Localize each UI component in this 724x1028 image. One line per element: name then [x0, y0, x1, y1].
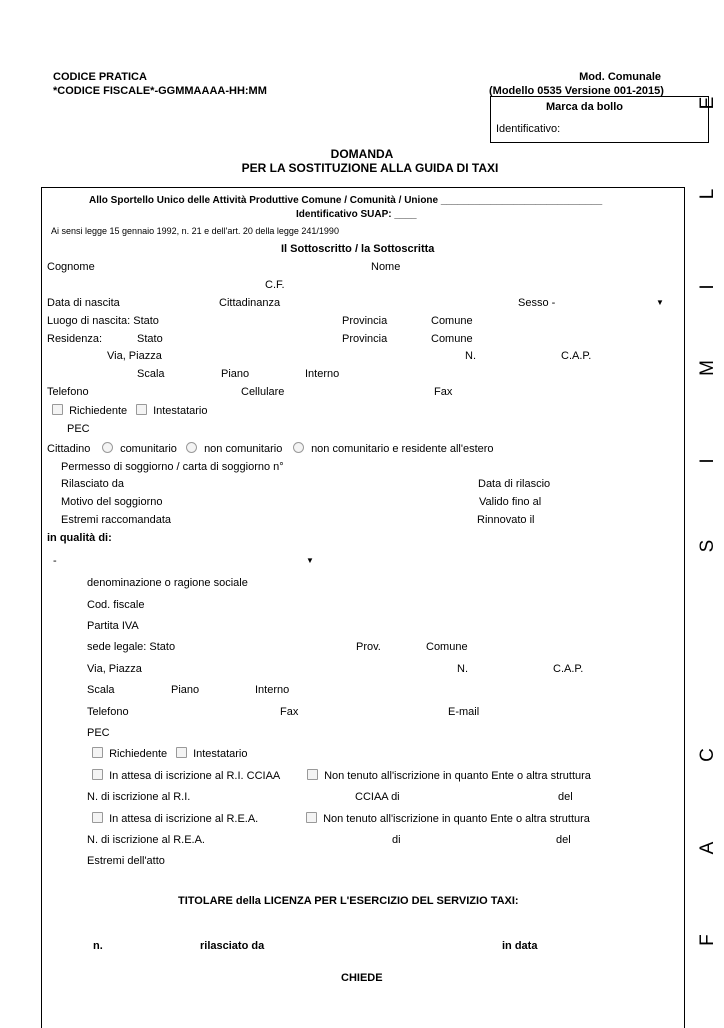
cognome-label: Cognome	[47, 261, 95, 273]
cf-label: C.F.	[265, 279, 285, 291]
non-comunitario-label: non comunitario	[204, 443, 283, 455]
non-tenuto-ri-checkbox[interactable]	[307, 769, 318, 780]
qualita-dropdown-icon[interactable]: ▼	[306, 556, 314, 565]
motivo-soggiorno-label: Motivo del soggiorno	[61, 496, 163, 508]
sesso-value: Sesso -	[518, 297, 556, 309]
comune-nascita-label: Comune	[431, 315, 473, 327]
stato-label: Stato	[137, 333, 163, 345]
side-letter: M	[697, 360, 718, 376]
identificativo-suap: Identificativo SUAP: ____	[296, 209, 417, 220]
pec-sede-label: PEC	[87, 727, 110, 739]
sportello-line: Allo Sportello Unico delle Attività Produttive Comune / Comunità / Unione _____________________________	[89, 195, 603, 206]
intestatario-label: Intestatario	[153, 405, 208, 417]
telefono-label: Telefono	[47, 386, 89, 398]
richiedente-sede-label: Richiedente	[109, 748, 168, 760]
estremi-atto-label: Estremi dell'atto	[87, 855, 165, 867]
codice-pratica: CODICE PRATICA	[53, 71, 147, 83]
telefono-sede-label: Telefono	[87, 706, 129, 718]
attesa-rea-label: In attesa di iscrizione al R.E.A.	[109, 813, 259, 825]
non-comunitario-estero-radio[interactable]	[293, 442, 304, 453]
non-comunitario-estero-label: non comunitario e residente all'estero	[311, 443, 494, 455]
side-letter: L	[697, 188, 718, 200]
del-rea-label: del	[556, 834, 571, 846]
cciaa-di-label: CCIAA di	[355, 791, 400, 803]
side-letter: A	[697, 841, 718, 855]
side-letter: I	[697, 458, 718, 464]
side-letter: I	[697, 284, 718, 290]
nome-label: Nome	[371, 261, 401, 273]
qualita-select[interactable]	[53, 555, 57, 567]
attesa-ri-checkbox[interactable]	[92, 769, 103, 780]
denominazione-label: denominazione o ragione sociale	[87, 577, 248, 589]
side-letter: F	[697, 934, 718, 946]
n-ri-label: N. di iscrizione al R.I.	[87, 791, 191, 803]
non-comunitario-estero-option[interactable]	[293, 442, 494, 455]
sesso-select[interactable]	[518, 297, 555, 309]
qualita-select-value: -	[53, 555, 57, 567]
numero-label: N.	[465, 350, 476, 362]
rinnovato-label: Rinnovato il	[477, 514, 535, 526]
rilasciato-da-label: Rilasciato da	[61, 478, 124, 490]
intestatario-sede-checkbox[interactable]	[176, 747, 187, 758]
side-letter: C	[697, 748, 718, 762]
valido-fino-label: Valido fino al	[479, 496, 542, 508]
comunitario-option[interactable]	[102, 442, 177, 455]
marca-bollo-label: Marca da bollo	[546, 101, 624, 113]
richiedente-checkbox[interactable]	[52, 404, 63, 415]
richiedente-option[interactable]	[52, 404, 127, 417]
permesso-label: Permesso di soggiorno / carta di soggiorno n°	[61, 461, 284, 473]
intestatario-sede-label: Intestatario	[193, 748, 248, 760]
via-label: Via, Piazza	[107, 350, 162, 362]
comunitario-label: comunitario	[120, 443, 177, 455]
legge-riferimento: Ai sensi legge 15 gennaio 1992, n. 21 e dell'art. 20 della legge 241/1990	[51, 226, 339, 236]
attesa-rea-checkbox[interactable]	[92, 812, 103, 823]
marca-da-bollo-box	[490, 96, 709, 143]
prov-label: Prov.	[356, 641, 381, 653]
comunitario-radio[interactable]	[102, 442, 113, 453]
fax-label: Fax	[434, 386, 453, 398]
pec-label: PEC	[67, 423, 90, 435]
interno-label: Interno	[305, 368, 340, 380]
cellulare-label: Cellulare	[241, 386, 285, 398]
side-letter: E	[697, 96, 718, 110]
partita-iva-label: Partita IVA	[87, 620, 139, 632]
non-comunitario-option[interactable]	[186, 442, 282, 455]
mod-comunale: Mod. Comunale	[579, 71, 661, 83]
richiedente-sede-checkbox[interactable]	[92, 747, 103, 758]
non-comunitario-radio[interactable]	[186, 442, 197, 453]
cap-sede-label: C.A.P.	[553, 663, 584, 675]
scala-sede-label: Scala	[87, 684, 115, 696]
non-tenuto-ri-option[interactable]	[307, 769, 591, 782]
cod-fiscale-label: Cod. fiscale	[87, 599, 145, 611]
title-domanda: DOMANDA	[330, 147, 394, 161]
provincia-residenza-label: Provincia	[342, 333, 388, 345]
licenza-rilasciato-label: rilasciato da	[200, 940, 265, 952]
chiede-heading: CHIEDE	[341, 972, 383, 984]
residenza-label: Residenza:	[47, 333, 103, 345]
side-letter: S	[697, 539, 718, 553]
email-sede-label: E-mail	[448, 706, 480, 718]
attesa-ri-option[interactable]	[92, 769, 280, 782]
modello-versione: (Modello 0535 Versione 001-2015)	[489, 85, 664, 97]
non-tenuto-rea-label: Non tenuto all'iscrizione in quanto Ente o altra struttura	[323, 813, 590, 825]
del-ri-label: del	[558, 791, 573, 803]
title-sostituzione: PER LA SOSTITUZIONE ALLA GUIDA DI TAXI	[241, 161, 499, 175]
numero-sede-label: N.	[457, 663, 468, 675]
estremi-raccomandata-label: Estremi raccomandata	[61, 514, 172, 526]
sesso-dropdown-icon[interactable]: ▼	[656, 298, 664, 307]
intestatario-checkbox[interactable]	[136, 404, 147, 415]
licenza-n-label: n.	[93, 940, 103, 952]
luogo-nascita-label: Luogo di nascita: Stato	[47, 315, 159, 327]
n-rea-label: N. di iscrizione al R.E.A.	[87, 834, 205, 846]
piano-label: Piano	[221, 368, 250, 380]
cap-label: C.A.P.	[561, 350, 592, 362]
richiedente-sede-option[interactable]	[92, 747, 167, 760]
licenza-data-label: in data	[502, 940, 538, 952]
non-tenuto-rea-checkbox[interactable]	[306, 812, 317, 823]
comune-residenza-label: Comune	[431, 333, 473, 345]
qualita-heading: in qualità di:	[47, 532, 112, 544]
non-tenuto-rea-option[interactable]	[306, 812, 590, 825]
attesa-rea-option[interactable]	[92, 812, 258, 825]
piano-sede-label: Piano	[171, 684, 200, 696]
interno-sede-label: Interno	[255, 684, 290, 696]
scala-label: Scala	[137, 368, 165, 380]
data-nascita-label: Data di nascita	[47, 297, 120, 309]
intestatario-sede-option[interactable]	[176, 747, 247, 760]
codice-fiscale: *CODICE FISCALE*-GGMMAAAA-HH:MM	[53, 85, 267, 97]
intestatario-option[interactable]	[136, 404, 207, 417]
cittadinanza-label: Cittadinanza	[219, 297, 281, 309]
cittadino-label: Cittadino	[47, 443, 91, 455]
sede-legale-label: sede legale: Stato	[87, 641, 176, 653]
comune-sede-label: Comune	[426, 641, 468, 653]
titolare-heading: TITOLARE della LICENZA PER L'ESERCIZIO DEL SERVIZIO TAXI:	[178, 895, 519, 907]
via-sede-label: Via, Piazza	[87, 663, 142, 675]
identificativo-label: Identificativo:	[496, 123, 561, 135]
di-rea-label: di	[392, 834, 401, 846]
provincia-nascita-label: Provincia	[342, 315, 388, 327]
data-rilascio-label: Data di rilascio	[478, 478, 551, 490]
richiedente-label: Richiedente	[69, 405, 128, 417]
fax-sede-label: Fax	[280, 706, 299, 718]
non-tenuto-ri-label: Non tenuto all'iscrizione in quanto Ente o altra struttura	[324, 770, 591, 782]
attesa-ri-label: In attesa di iscrizione al R.I. CCIAA	[109, 770, 281, 782]
sottoscritto-heading: Il Sottoscritto / la Sottoscritta	[281, 243, 435, 255]
